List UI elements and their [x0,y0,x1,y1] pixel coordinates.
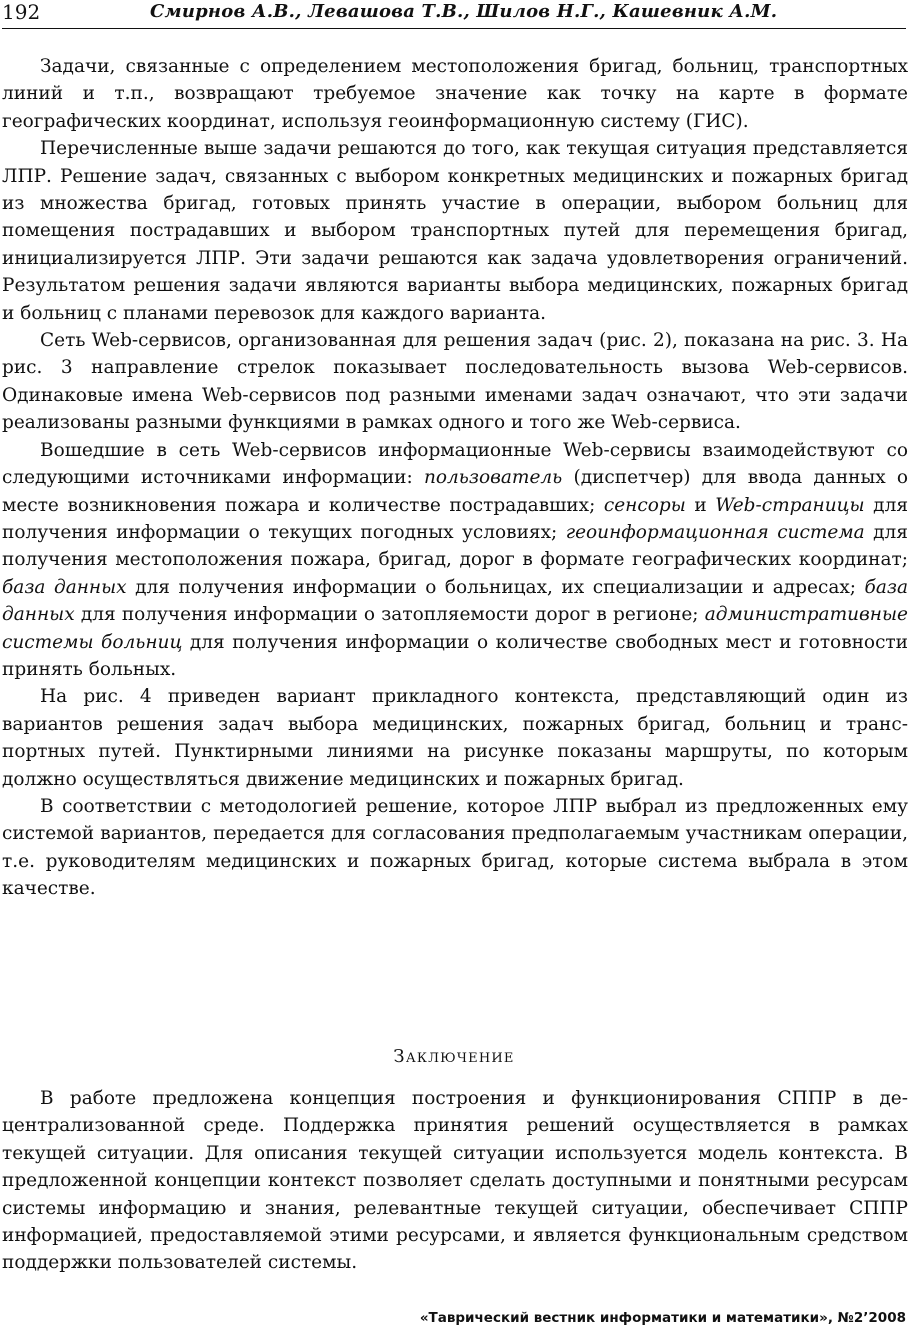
emphasis-database: база данных [2,576,127,598]
emphasis-sensors: сенсоры [603,494,686,516]
running-head-authors: Смирнов А.В., Левашова Т.В., Шилов Н.Г., Кашевник А.М. [150,1,778,22]
emphasis-hospital-systems: административные системы больниц [2,604,908,653]
conclusion-body [2,1085,908,1277]
paragraph-conclusion: В работе предложена концепция построения и функционирования СППР в децентрализованной среде. Поддержка принятия решений осуществляется в рамках текущей ситуации. Для описания текущей ситуации используется модель контекста. В предложенной концепции контекст позволяет сделать доступными и понятными ресурсам системы информацию и знания, релевантные текущей ситуации, обеспечивает СППР информацией, предоставляемой этими ресурсами, и является функциональным средством поддержки пользователей системы. [2,1088,908,1274]
text-run: Вошедшие в сеть Web-сервисов информационные Web-сервисы взаимодействуют со следующими источниками информации: [2,439,908,489]
text-run: для получения информации о больницах, их специализации и адресах; [126,576,865,598]
paragraph-application-context: На рис. 4 приведен вариант прикладного контекста, представляющий один из вариантов решения задач выбора медицинских, пожарных бригад, больниц и транспортных путей. Пунктирными линиями на рисунке показаны маршруты, по которым должно осуществляться движение медицинских и пожарных бригад. [2,686,908,790]
emphasis-gis: геоинформационная система [565,521,865,543]
section-heading-conclusion: Заключение [393,1046,515,1067]
paragraph-location-tasks: Задачи, связанные с определением местоположения бригад, больниц, транспортных линий и т.п., возвращают требуемое значение как точку на карте в формате географических координат, используя геоинформационную систему (ГИС). [2,56,908,132]
text-run: для получения местоположения пожара, бригад, дорог в формате географических координат; [2,521,908,571]
text-run: для получения информации о количестве свободных мест и готовности принять больных. [2,631,908,680]
text-run: (диспетчер) для ввода данных о месте возникновения пожара и количестве пострадавших; [2,467,908,516]
page-number: 192 [2,0,41,24]
article-body [2,53,908,903]
paragraph-information-sources [2,437,908,684]
text-run: и [685,494,716,516]
emphasis-web-pages: Web-страницы [715,494,865,516]
paragraph-web-services-network: Сеть Web-сервисов, организованная для решения задач (рис. 2), показана на рис. 3. На рис. 3 направление стрелок показывает последовательность вызова Web-сервисов. Одинаковые имена Web-сервисов под разными именами задач означают, что эти задачи реализованы разными функциями в рамках одного и того же Web-сервиса. [2,330,908,434]
paragraph-task-solving: Перечисленные выше задачи решаются до того, как текущая ситуация представляется ЛПР. Решение задач, связанных с выбором конкретных медицинских и пожарных бригад из множества бригад, готовых принять участие в операции, выбором больниц для помещения пострадавших и выбором транспортных путей для перемещения бригад, инициализируется ЛПР. Эти задачи решаются как задача удовлетворения ограничений. Результатом решения задачи являются варианты выбора медицинских, пожарных бригад и больниц с планами перевозок для каждого варианта. [2,138,908,324]
text-run: для получения информации о текущих погодных условиях; [2,494,908,543]
running-head [2,0,906,29]
journal-footer: «Таврический вестник информатики и математики», №2’2008 [419,1310,906,1326]
text-run: для получения информации о затопляемости дорог в регионе; [74,604,705,626]
paragraph-methodology: В соответствии с методологией решение, которое ЛПР выбрал из предложенных ему системой вариантов, передается для согласования предполагаемым участникам операции, т.е. руководителям медицинских и пожарных бригад, которые система выбрала в этом качестве. [2,795,908,900]
emphasis-database: база данных [2,576,908,626]
emphasis-user: пользователь [423,467,563,489]
